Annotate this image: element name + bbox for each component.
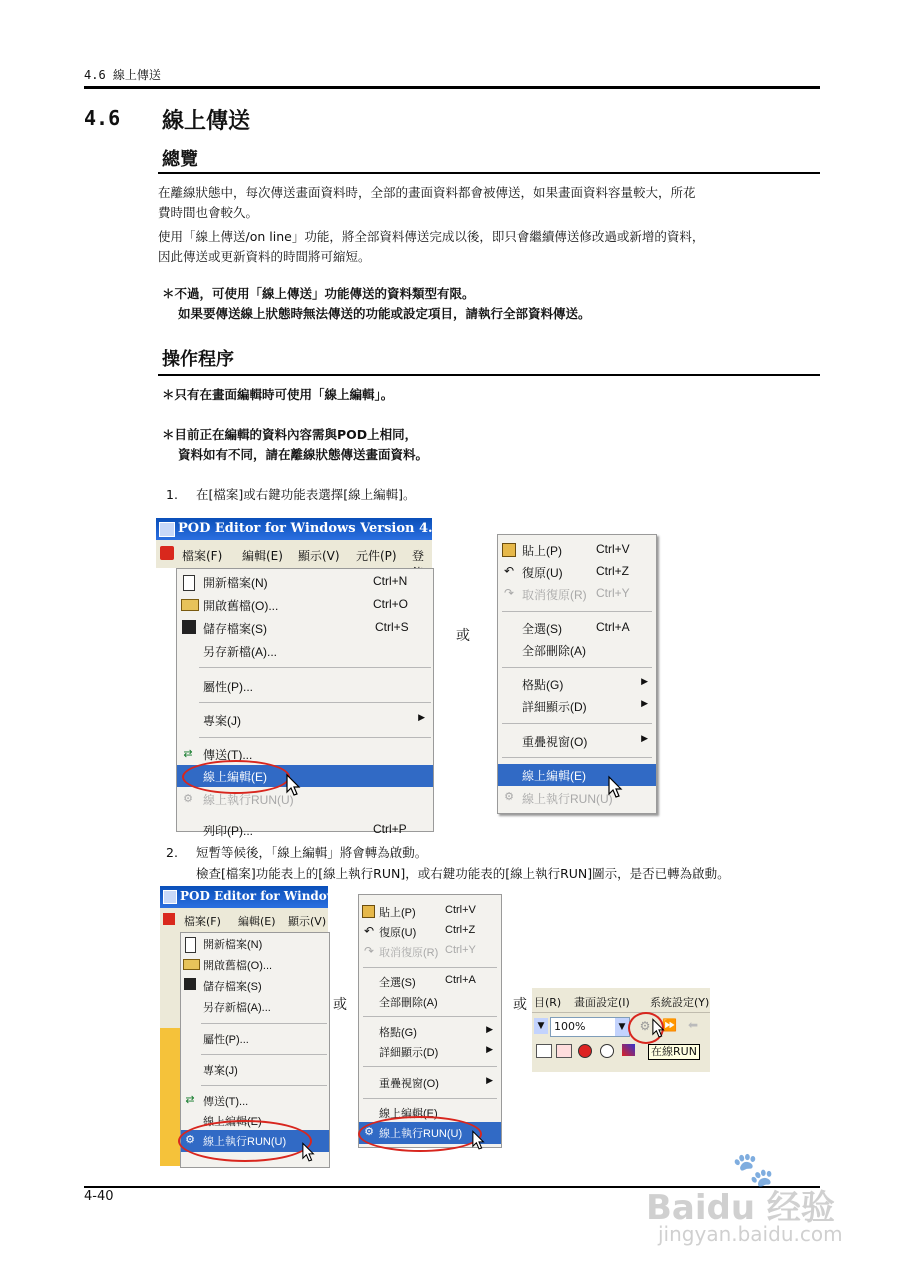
online-run-icon: ⚙ [364, 1126, 374, 1138]
menu-item-save-as-label: 另存新檔(A)... [203, 1002, 271, 1014]
menu-item-print[interactable] [177, 819, 433, 841]
menu-item-new-shortcut: Ctrl+N [373, 574, 408, 588]
menu-item-print-label: 列印(P)... [203, 824, 253, 838]
app-title: POD Editor for Windows Version 4.00 [178, 521, 451, 536]
app-menubar [160, 908, 328, 932]
redo-icon: ↷ [503, 586, 515, 600]
menu-item-save[interactable] [181, 975, 329, 997]
overview-note [162, 284, 591, 324]
paste-icon [502, 543, 516, 557]
menu-item-save-label: 儲存檔案(S) [203, 981, 262, 993]
ctx-details[interactable] [359, 1041, 501, 1063]
ctx-online-run-label: 線上執行RUN(U) [379, 1128, 463, 1140]
ctx-details-label: 詳細顯示(D) [379, 1047, 439, 1059]
menu-item-project-label: 專案(J) [203, 714, 241, 728]
procedure-note2-line2: 資料如有不同，請在離線狀態傳送畫面資料。 [178, 447, 429, 462]
ctx-details[interactable] [498, 695, 656, 717]
gauge-icon[interactable] [600, 1044, 614, 1058]
ctx-overlap-label: 重疊視窗(O) [522, 735, 588, 749]
overview-heading: 總覽 [162, 149, 198, 170]
ctx-paste-label: 貼上(P) [379, 907, 416, 919]
ctx-paste[interactable] [359, 901, 501, 923]
menu-item-transfer[interactable] [181, 1090, 329, 1112]
mouse-pointer-icon [472, 1130, 486, 1152]
menu-item-properties[interactable] [177, 675, 433, 697]
app-icon [163, 890, 177, 904]
tooltip-text: 在線RUN [651, 1045, 697, 1058]
ctx-select-all-shortcut: Ctrl+A [596, 620, 630, 634]
section-number: 4.6 [84, 106, 121, 130]
fast-forward-icon[interactable]: ⏩ [662, 1018, 677, 1032]
menu-item-project-label: 專案(J) [203, 1065, 238, 1077]
app-titlebar [156, 518, 451, 540]
menu-file[interactable]: 檔案(F) [184, 915, 221, 928]
undo-icon: ↶ [363, 924, 375, 938]
editor-side-strip [160, 932, 180, 1166]
redo-icon: ↷ [363, 944, 375, 958]
ctx-grid-label: 格點(G) [379, 1027, 417, 1039]
menu-item-project[interactable] [181, 1059, 329, 1081]
new-file-icon [185, 937, 196, 953]
ctx-grid[interactable] [359, 1021, 501, 1043]
menu-item-new[interactable] [181, 933, 329, 955]
highlight-circle [182, 760, 290, 794]
overview-note-line2: 如果要傳送線上狀態時無法傳送的功能或設定項目，請執行全部資料傳送。 [178, 306, 591, 321]
menu-item-open-label: 開啟舊檔(O)... [203, 599, 279, 613]
submenu-arrow-icon: ▶ [641, 733, 648, 743]
bar-graph-icon[interactable] [556, 1044, 572, 1058]
procedure-rule [158, 374, 820, 376]
menu-register[interactable]: 登 [412, 549, 425, 563]
menu-edit[interactable]: 編輯(E) [238, 915, 276, 928]
menu-separator [502, 757, 652, 758]
undo-icon: ↶ [503, 564, 515, 578]
transfer-icon: ⇄ [185, 1094, 195, 1106]
app-titlebar [160, 886, 344, 908]
menu-r[interactable]: 目(R) [534, 996, 562, 1009]
ctx-overlap-label: 重疊視窗(O) [379, 1078, 439, 1090]
step-2-text: 短暫等候後，「線上編輯」將會轉為啟動。 [196, 845, 428, 860]
mouse-pointer-icon [286, 774, 302, 798]
ctx-paste-shortcut: Ctrl+V [445, 904, 476, 916]
menu-item-online-edit-label: 線上編輯(E) [203, 1116, 262, 1128]
transfer-icon: ⇄ [183, 748, 193, 760]
page-number: 4-40 [84, 1189, 114, 1204]
new-file-icon [183, 575, 195, 591]
ctx-paste-shortcut: Ctrl+V [596, 542, 630, 556]
submenu-arrow-icon: ▶ [486, 1075, 493, 1085]
menu-separator [363, 1066, 497, 1067]
menu-item-open[interactable] [181, 954, 329, 976]
ctx-select-all-label: 全選(S) [522, 622, 562, 636]
menu-item-properties-label: 屬性(P)... [203, 680, 253, 694]
or-label-1: 或 [456, 628, 470, 644]
zoom-select[interactable] [550, 1017, 630, 1037]
watermark-url: jingyan.baidu.com [658, 1222, 843, 1246]
ctx-redo-shortcut: Ctrl+Y [445, 944, 476, 956]
menu-item-transfer-label: 傳送(T)... [203, 1096, 249, 1108]
menu-separator [199, 667, 431, 668]
ctx-paste-label: 貼上(P) [522, 544, 562, 558]
menu-item-transfer-label: 傳送(T)... [203, 748, 253, 762]
ctx-undo-label: 復原(U) [522, 566, 563, 580]
menu-item-open[interactable] [177, 594, 433, 616]
submenu-arrow-icon: ▶ [486, 1044, 493, 1054]
menu-item-save-shortcut: Ctrl+S [375, 620, 409, 634]
submenu-arrow-icon: ▶ [641, 676, 648, 686]
overview-p1-line1: 在離線狀態中，每次傳送畫面資料時，全部的畫面資料都會被傳送，如果畫面資料容量較大，所花 [158, 185, 696, 200]
tooltip [648, 1044, 700, 1060]
dropdown-arrow-icon: ▼ [615, 1018, 629, 1036]
ctx-undo[interactable] [359, 921, 501, 943]
running-header: 4.6 線上傳送 [84, 68, 161, 82]
menu-parts[interactable]: 元件(P) [356, 549, 397, 563]
menu-separator [199, 737, 431, 738]
menu-item-online-run-label: 線上執行RUN(U) [203, 1136, 287, 1148]
chart-icon[interactable] [536, 1044, 552, 1058]
menu-separator [201, 1023, 327, 1024]
menu-item-save-as[interactable] [181, 996, 329, 1018]
ctx-redo-label: 取消復原(R) [379, 947, 439, 959]
submenu-arrow-icon: ▶ [418, 712, 425, 722]
ctx-online-run[interactable] [498, 787, 656, 809]
online-run-icon[interactable]: ⚙ [639, 1019, 651, 1033]
menu-separator [201, 1054, 327, 1055]
ctx-undo[interactable] [498, 561, 656, 583]
menu-item-online-edit-label: 線上編輯(E) [203, 770, 267, 784]
online-run-icon: ⚙ [183, 793, 193, 805]
ctx-online-edit-label: 線上編輯(E) [379, 1108, 438, 1120]
overview-rule [158, 172, 820, 174]
menu-item-print-shortcut: Ctrl+P [373, 822, 407, 836]
mouse-pointer-icon [652, 1018, 666, 1040]
header-rule [84, 86, 820, 89]
overview-p1-line2: 費時間也會較久。 [158, 205, 259, 220]
menu-view[interactable]: 顯示(V) [288, 915, 327, 928]
ctx-undo-shortcut: Ctrl+Z [445, 924, 476, 936]
ctx-select-all[interactable] [359, 971, 501, 993]
online-run-icon: ⚙ [504, 791, 514, 803]
context-menu [497, 534, 657, 814]
toolbar-divider [532, 1012, 710, 1013]
mouse-pointer-icon [608, 776, 624, 800]
menu-item-save[interactable] [177, 617, 433, 639]
pie-icon[interactable] [578, 1044, 592, 1058]
toolbar-screenshot [532, 988, 710, 1072]
ctx-undo-label: 復原(U) [379, 927, 417, 939]
mouse-pointer-icon [302, 1142, 316, 1164]
menu-separator [363, 1016, 497, 1017]
step-1-text: 在[檔案]或右鍵功能表選擇[線上編輯]。 [196, 487, 416, 502]
back-arrow-icon[interactable]: ⬅ [688, 1018, 699, 1032]
menu-system-settings[interactable]: 系統設定(Y) [650, 996, 710, 1009]
ctx-details-label: 詳細顯示(D) [522, 700, 587, 714]
online-run-icon: ⚙ [185, 1134, 195, 1146]
submenu-arrow-icon: ▶ [641, 698, 648, 708]
menu-item-project[interactable] [177, 709, 433, 731]
procedure-note-2 [162, 425, 428, 465]
procedure-heading: 操作程序 [162, 349, 234, 370]
menu-separator [502, 611, 652, 612]
step-2-text-line2: 檢查[檔案]功能表上的[線上執行RUN]，或右鍵功能表的[線上執行RUN]圖示，是否已轉為啟動。 [196, 866, 730, 881]
menu-item-save-as-label: 另存新檔(A)... [203, 645, 277, 659]
watermark-logo [640, 1150, 860, 1250]
menu-item-open-shortcut: Ctrl+O [373, 597, 409, 611]
ctx-grid-label: 格點(G) [522, 678, 564, 692]
ctx-overlap[interactable] [498, 730, 656, 752]
ctx-redo[interactable] [359, 941, 501, 963]
watermark-brand: Baidu 经验 [646, 1188, 835, 1228]
or-label-2: 或 [333, 997, 347, 1013]
ctx-grid[interactable] [498, 673, 656, 695]
menu-screen-settings[interactable]: 畫面設定(I) [574, 996, 630, 1009]
ctx-online-run-label: 線上執行RUN(U) [522, 792, 613, 806]
highlight-circle [178, 1120, 312, 1162]
menu-item-online-run-label: 線上執行RUN(U) [203, 793, 294, 807]
procedure-note2-line1: ＊目前正在編輯的資料內容需與POD上相同， [162, 427, 418, 442]
ctx-select-all-shortcut: Ctrl+A [445, 974, 476, 986]
pod-logo-icon [163, 913, 175, 925]
save-disk-icon [182, 620, 196, 634]
menu-item-save-as[interactable] [177, 640, 433, 662]
menu-separator [363, 1098, 497, 1099]
highlight-circle [358, 1116, 482, 1152]
menu-edit[interactable]: 編輯(E) [242, 549, 283, 563]
ctx-select-all-label: 全選(S) [379, 977, 416, 989]
ctx-delete-all[interactable] [498, 639, 656, 661]
menu-separator [363, 967, 497, 968]
submenu-arrow-icon: ▶ [486, 1024, 493, 1034]
menu-separator [199, 702, 431, 703]
app-icon [159, 522, 175, 537]
overview-paragraph-1 [158, 183, 828, 223]
or-label-3: 或 [513, 997, 527, 1013]
ctx-undo-shortcut: Ctrl+Z [596, 564, 629, 578]
zoom-value: 100% [554, 1020, 586, 1033]
section-title: 線上傳送 [162, 109, 251, 134]
menu-separator [201, 1085, 327, 1086]
menu-separator [502, 723, 652, 724]
pattern-icon[interactable] [622, 1044, 635, 1056]
ctx-online-edit-label: 線上編輯(E) [522, 769, 586, 783]
menu-view[interactable]: 顯示(V) [298, 549, 340, 563]
overview-note-line1: ＊不過，可使用「線上傳送」功能傳送的資料類型有限。 [162, 286, 475, 301]
open-folder-icon [181, 599, 199, 611]
paste-icon [362, 905, 375, 918]
save-disk-icon [184, 978, 196, 990]
paw-icon: 🐾 [732, 1150, 775, 1190]
overview-paragraph-2 [158, 227, 828, 267]
step-1-number: 1. [166, 487, 178, 502]
ctx-delete-all-label: 全部刪除(A) [379, 997, 438, 1009]
app-menubar [156, 540, 432, 568]
menu-item-new[interactable] [177, 571, 433, 593]
app-title: POD Editor for Windows [180, 889, 344, 903]
menu-item-new-label: 開新檔案(N) [203, 939, 263, 951]
ctx-paste[interactable] [498, 539, 656, 561]
open-folder-icon [183, 959, 200, 970]
overview-p2-line1: 使用「線上傳送/on line」功能，將全部資料傳送完成以後，即只會繼續傳送修改過或新增的資料， [158, 229, 705, 244]
procedure-note-1: ＊只有在畫面編輯時可使用「線上編輯」。 [162, 387, 394, 402]
menu-item-properties-label: 屬性(P)... [203, 1034, 249, 1046]
menu-item-save-label: 儲存檔案(S) [203, 622, 267, 636]
step-2-number: 2. [166, 845, 178, 860]
ctx-overlap[interactable] [359, 1072, 501, 1094]
ctx-redo[interactable] [498, 583, 656, 605]
menu-file[interactable]: 檔案(F) [182, 549, 223, 563]
ctx-delete-all[interactable] [359, 991, 501, 1013]
ctx-online-edit[interactable] [498, 764, 656, 786]
ctx-redo-label: 取消復原(R) [522, 588, 587, 602]
dropdown-arrow-icon[interactable]: ▼ [534, 1018, 548, 1034]
overview-p2-line2: 因此傳送或更新資料的時間將可縮短。 [158, 249, 371, 264]
ctx-delete-all-label: 全部刪除(A) [522, 644, 586, 658]
ctx-select-all[interactable] [498, 617, 656, 639]
menu-item-open-label: 開啟舊檔(O)... [203, 960, 273, 972]
menu-separator [502, 667, 652, 668]
menu-item-new-label: 開新檔案(N) [203, 576, 268, 590]
ctx-redo-shortcut: Ctrl+Y [596, 586, 630, 600]
menu-item-properties[interactable] [181, 1028, 329, 1050]
context-menu-2 [358, 894, 502, 1148]
pod-logo-icon [160, 546, 174, 560]
